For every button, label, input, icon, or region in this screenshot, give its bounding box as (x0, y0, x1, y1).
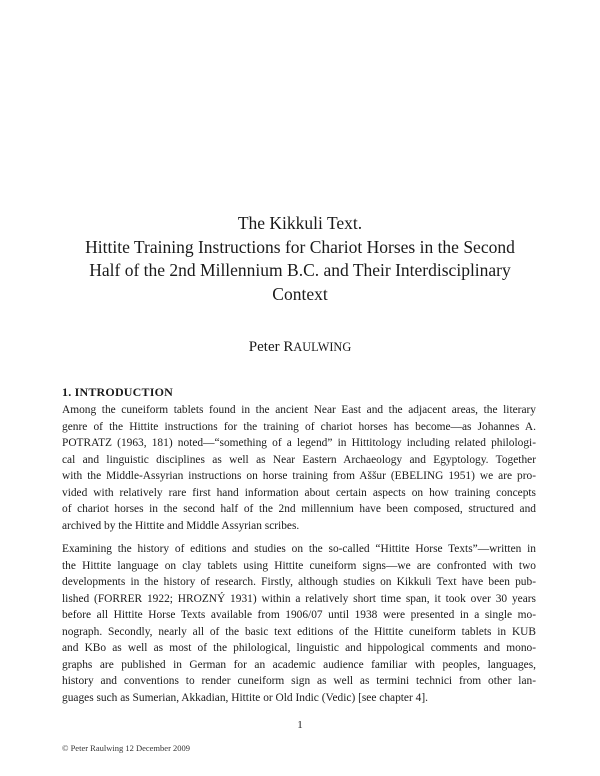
title-line: Context (272, 283, 328, 304)
copyright-footer: © Peter Raulwing 12 December 2009 (62, 743, 191, 753)
text-line: lished (FORRER 1922; HROZNÝ 1931) within a relatively short time span, it took over 30 years (62, 592, 536, 605)
text-line: and KBo as well as most of the philological, linguistic and hippological comments and mono- (62, 642, 536, 654)
text-line: nograph. Secondly, nearly all of the basic text editions of the Hittite cuneiform tablets in KUB (62, 625, 536, 638)
title-line: The Kikkuli Text. (237, 213, 363, 233)
text-line: with the Middle-Assyrian instructions on horse training from Aššur (EBELING 1951) we are pro- (62, 470, 536, 482)
author-first-name: Peter (248, 339, 280, 355)
paragraph-introduction (62, 402, 536, 534)
paragraph-history (62, 541, 536, 706)
text-line: Among the cuneiform tablets found in the ancient Near East and the adjacent areas, the literary (62, 404, 536, 416)
text-line: Examining the history of editions and studies on the so-called “Hittite Horse Texts”—written in (62, 543, 536, 555)
title-line: Hittite Training Instructions for Chariot Horses in the Second (85, 236, 515, 257)
text-line: history and conventions to render cuneiform sign as well as termini technici from other lan- (62, 675, 536, 687)
text-line: before all Hittite Horse Texts available from 1906/07 until 1938 were presented in a single mo- (62, 609, 536, 621)
text-line: guages such as Sumerian, Akkadian, Hittite or Old Indic (Vedic) [see chapter 4]. (62, 691, 428, 704)
text-line: developments in the history of research. Firstly, although studies on Kikkuli Text have been pub- (62, 576, 536, 588)
page-number: 1 (297, 719, 303, 731)
author-last-initial: R (283, 339, 294, 355)
text-line: POTRATZ (1963, 181) noted—“something of a legend” in Hittitology including related philologi- (62, 437, 536, 449)
text-line: archived by the Hittite and Middle Assyrian scribes. (62, 519, 300, 532)
text-line: cal and linguistic disciplines as well as Near Eastern Archaeology and Egyptology. Together (62, 453, 536, 466)
text-line: the Hittite language on clay tablets using Hittite cuneiform signs—we are confronted with two (62, 559, 536, 572)
text-line: of chariot horses in the second half of the 2nd millennium have been composed, structured and (62, 503, 536, 515)
author-last-rest: AULWING (293, 340, 352, 354)
text-line: graphs are published in German for an academic audience familiar with peoples, languages, (62, 658, 536, 671)
section-heading: 1. INTRODUCTION (62, 385, 174, 399)
text-line: vided with relatively rare first hand information about certain aspects on how training concepts (62, 486, 536, 499)
author-name (0, 339, 600, 356)
document-title (60, 212, 540, 306)
text-line: genre of the Hittite instructions for the training of chariot horses has become—as Johannes A. (62, 420, 536, 433)
title-line: Half of the 2nd Millennium B.C. and Their Interdisciplinary (89, 260, 511, 280)
